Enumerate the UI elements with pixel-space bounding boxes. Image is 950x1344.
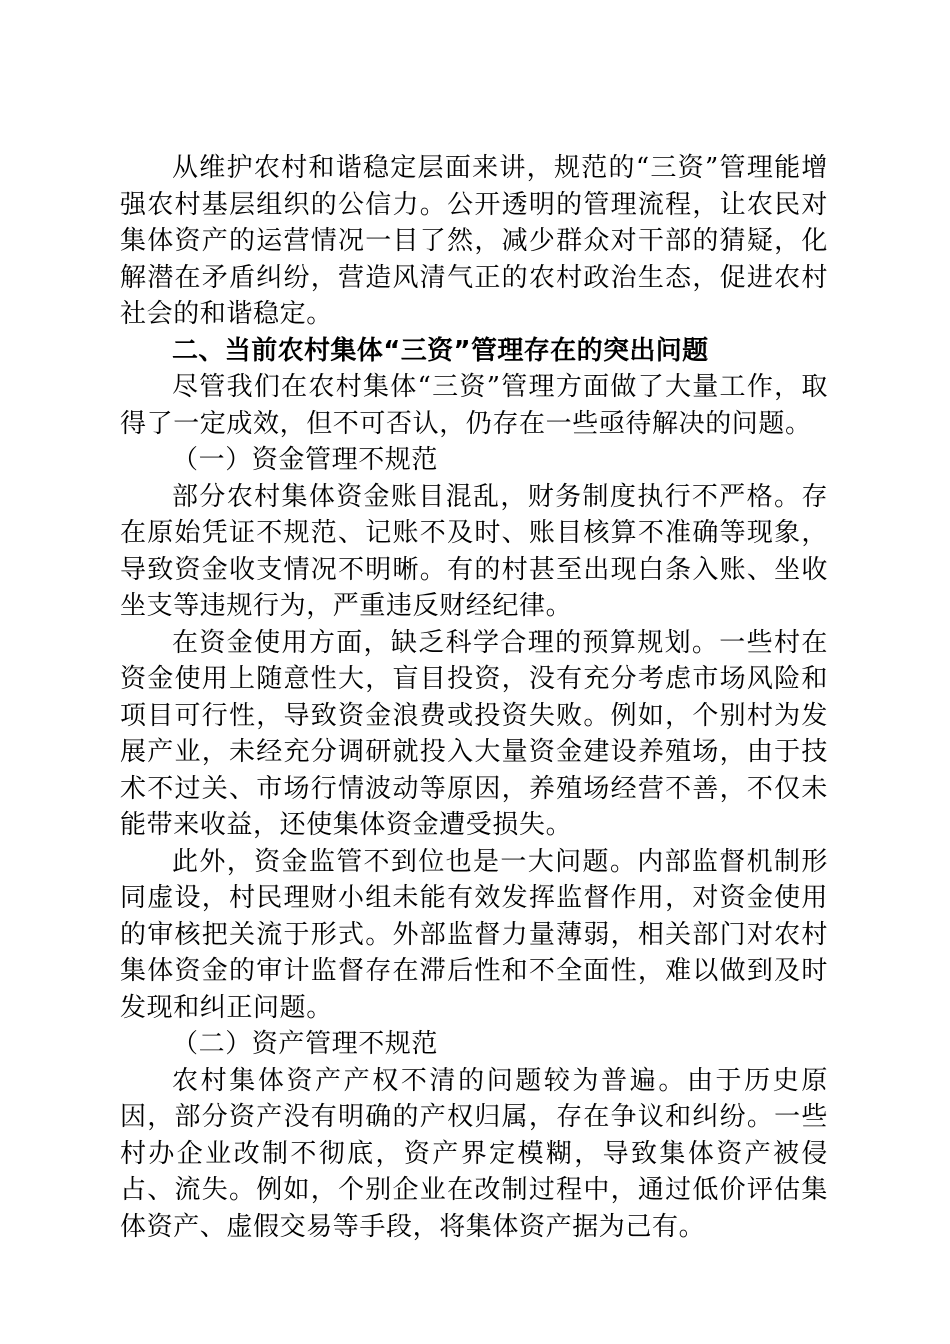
document-body: [120, 150, 828, 1245]
paragraph: 从维护农村和谐稳定层面来讲，规范的“三资”管理能增强农村基层组织的公信力。公开透明的管理流程，让农民对集体资产的运营情况一目了然，减少群众对干部的猜疑，化解潜在矛盾纠纷，营造风清气正的农村政治生态，促进农村社会的和谐稳定。: [120, 153, 828, 329]
subsection-heading: （一）资金管理不规范: [172, 445, 439, 475]
subsection-heading: （二）资产管理不规范: [172, 1029, 439, 1059]
paragraph: 此外，资金监管不到位也是一大问题。内部监督机制形同虚设，村民理财小组未能有效发挥监督作用，对资金使用的审核把关流于形式。外部监督力量薄弱，相关部门对农村集体资金的审计监督存在滞后性和不全面性，难以做到及时发现和纠正问题。: [120, 846, 828, 1023]
paragraph: 尽管我们在农村集体“三资”管理方面做了大量工作，取得了一定成效，但不可否认，仍存在一些亟待解决的问题。: [120, 372, 828, 439]
paragraph: 部分农村集体资金账目混乱，财务制度执行不严格。存在原始凭证不规范、记账不及时、账目核算不准确等现象，导致资金收支情况不明晰。有的村甚至出现白条入账、坐收坐支等违规行为，严重违反财经纪律。: [120, 481, 828, 621]
paragraph: 农村集体资产产权不清的问题较为普遍。由于历史原因，部分资产没有明确的产权归属，存在争议和纠纷。一些村办企业改制不彻底，资产界定模糊，导致集体资产被侵占、流失。例如，个别企业在改制过程中，通过低价评估集体资产、虚假交易等手段，将集体资产据为己有。: [120, 1065, 828, 1242]
paragraph: 在资金使用方面，缺乏科学合理的预算规划。一些村在资金使用上随意性大，盲目投资，没有充分考虑市场风险和项目可行性，导致资金浪费或投资失败。例如，个别村为发展产业，未经充分调研就投入大量资金建设养殖场，由于技术不过关、市场行情波动等原因，养殖场经营不善，不仅未能带来收益，还使集体资金遭受损失。: [120, 627, 828, 840]
section-heading: 二、当前农村集体“三资”管理存在的突出问题: [172, 335, 709, 366]
